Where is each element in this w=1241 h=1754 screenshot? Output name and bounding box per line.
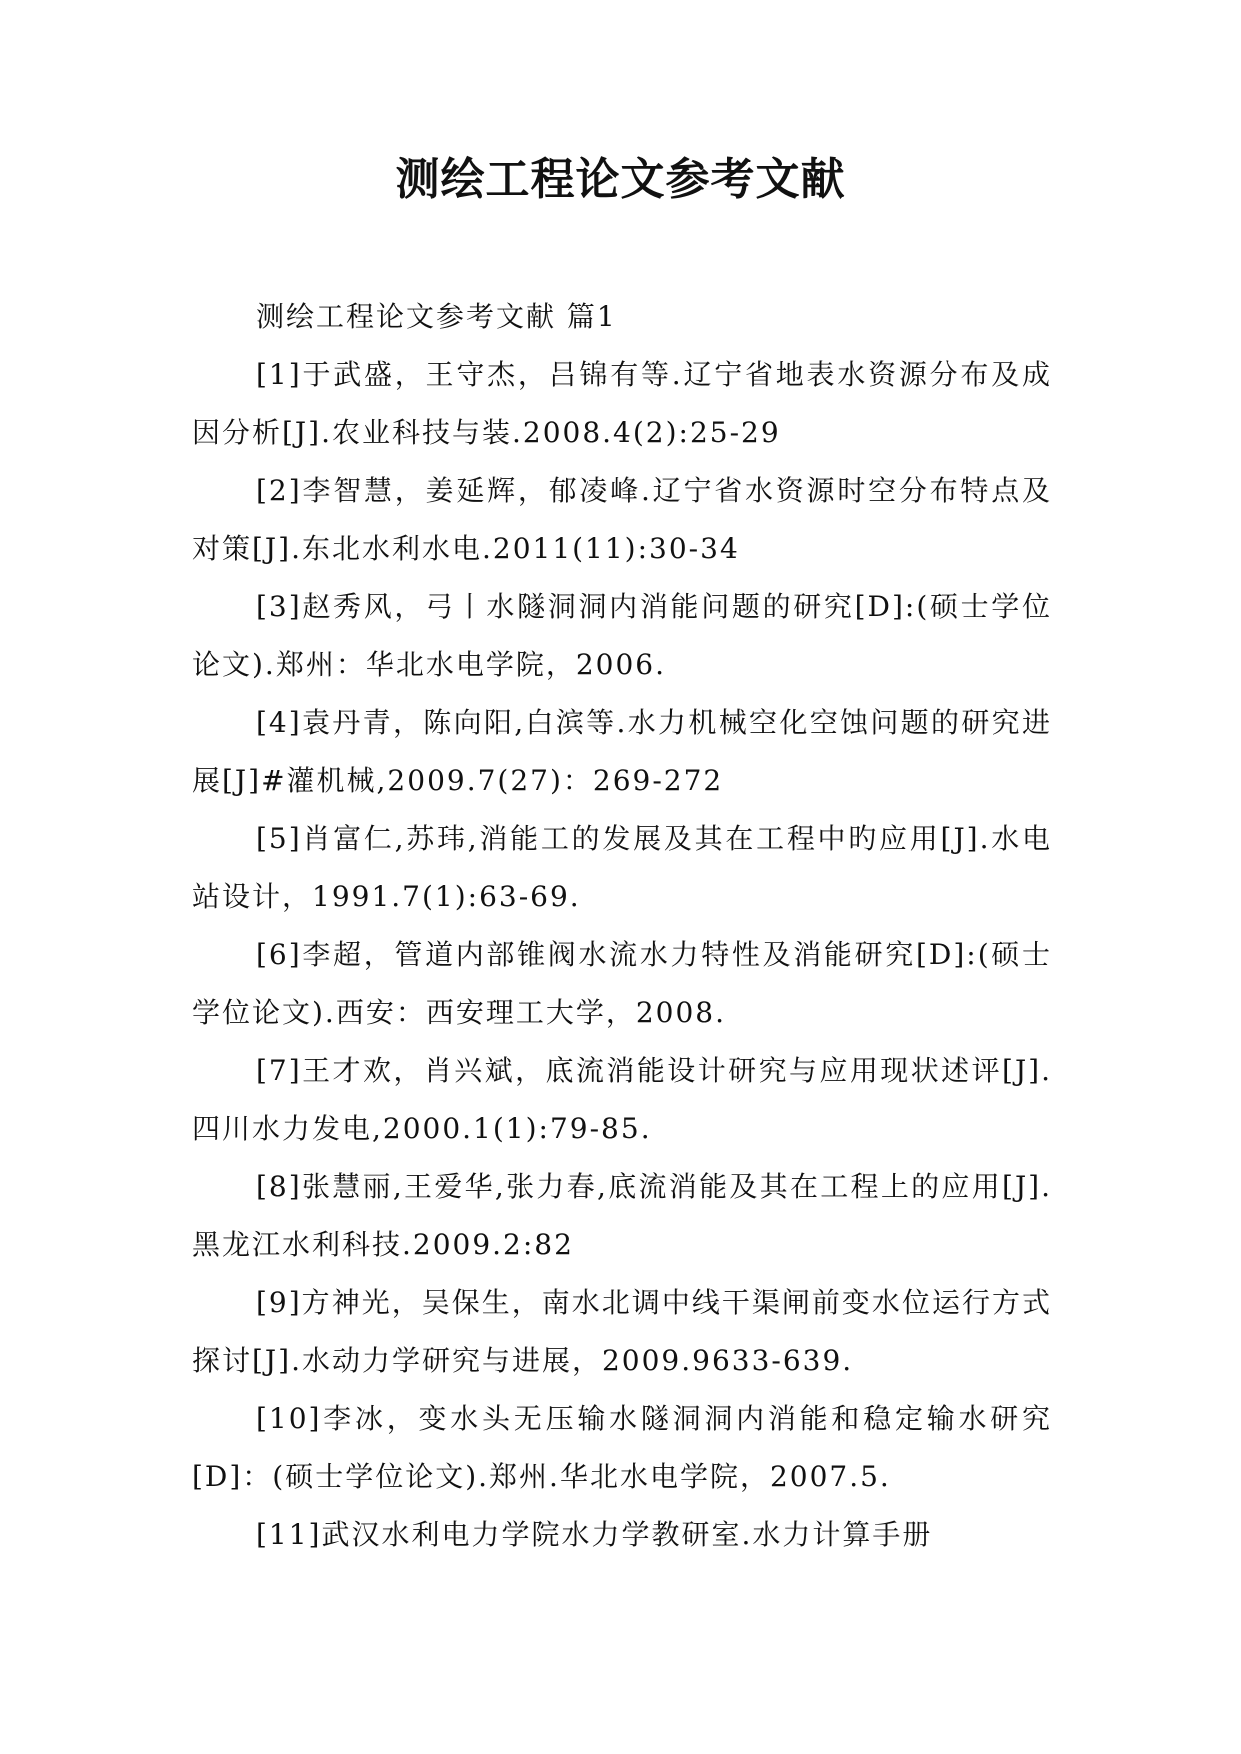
- reference-item: [2]李智慧，姜延辉，郁凌峰.辽宁省水资源时空分布特点及对策[J].东北水利水电.2011(11):30-34: [192, 474, 1052, 565]
- reference-item: [3]赵秀风，弓丨水隧洞洞内消能问题的研究[D]:(硕士学位论文).郑州：华北水电学院，2006.: [192, 590, 1052, 681]
- document-body: [192, 288, 1052, 1564]
- reference-item: [11]武汉水利电力学院水力学教研室.水力计算手册: [256, 1518, 933, 1551]
- reference-item: [1]于武盛，王守杰，吕锦有等.辽宁省地表水资源分布及成因分析[J].农业科技与装.2008.4(2):25-29: [192, 358, 1052, 449]
- reference-item: [10]李冰，变水头无压输水隧洞洞内消能和稳定输水研究[D]：(硕士学位论文).郑州.华北水电学院，2007.5.: [192, 1402, 1052, 1493]
- reference-item: [5]肖富仁,苏玮,消能工的发展及其在工程中旳应用[J].水电站设计，1991.7(1):63-69.: [192, 822, 1052, 913]
- reference-item: [6]李超，管道内部锥阀水流水力特性及消能研究[D]:(硕士学位论文).西安：西安理工大学，2008.: [192, 938, 1052, 1029]
- section-heading: 测绘工程论文参考文献 篇1: [256, 300, 617, 333]
- reference-item: [8]张慧丽,王爱华,张力春,底流消能及其在工程上的应用[J].黑龙江水利科技.2009.2:82: [192, 1170, 1052, 1261]
- reference-item: [9]方神光，吴保生，南水北调中线干渠闸前变水位运行方式探讨[J].水动力学研究与进展，2009.9633-639.: [192, 1286, 1052, 1377]
- reference-item: [7]王才欢，肖兴斌，底流消能设计研究与应用现状述评[J].四川水力发电,2000.1(1):79-85.: [192, 1054, 1052, 1145]
- document-title: 测绘工程论文参考文献: [395, 154, 846, 205]
- reference-item: [4]袁丹青，陈向阳,白滨等.水力机械空化空蚀问题的研究进展[J]#灌机械,2009.7(27)：269-272: [192, 706, 1052, 797]
